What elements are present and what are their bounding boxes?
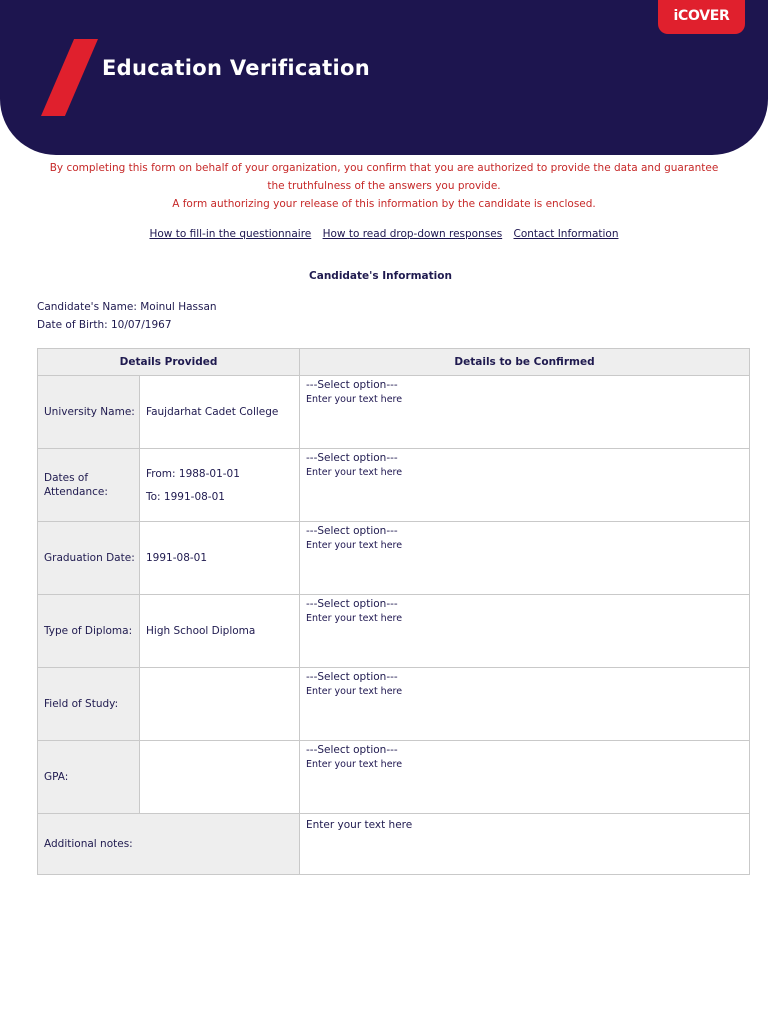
table-row: [38, 522, 750, 595]
row-label: GPA:: [38, 741, 140, 814]
row-label: Type of Diploma:: [38, 595, 140, 668]
notice-line-1: By completing this form on behalf of your organization, you confirm that you are authorized to provide the data and guarantee: [49, 162, 719, 174]
confirm-text-input[interactable]: Enter your text here: [306, 540, 403, 551]
select-option-dropdown[interactable]: ---Select option---: [306, 452, 398, 464]
additional-notes-input[interactable]: Enter your text here: [306, 819, 413, 831]
confirm-cell: [300, 668, 750, 741]
candidate-dob: Date of Birth: 10/07/1967: [37, 319, 172, 331]
attendance-from: From: 1988-01-01: [146, 467, 240, 480]
dropdown-help-link[interactable]: How to read drop-down responses: [322, 228, 503, 240]
row-label: University Name:: [38, 376, 140, 449]
confirm-cell: [300, 449, 750, 522]
additional-notes-label: Additional notes:: [38, 814, 300, 875]
attendance-to: To: 1991-08-01: [146, 490, 225, 503]
candidate-name: Candidate's Name: Moinul Hassan: [37, 301, 217, 313]
brand-slash-graphic: [41, 39, 98, 116]
select-option-dropdown[interactable]: ---Select option---: [306, 744, 398, 756]
row-value: High School Diploma: [140, 595, 300, 668]
fill-in-help-link[interactable]: How to fill-in the questionnaire: [149, 228, 312, 240]
notice-line-2: the truthfulness of the answers you provide.: [267, 180, 501, 192]
table-row: [38, 376, 750, 449]
row-value: Faujdarhat Cadet College: [140, 376, 300, 449]
row-value: [140, 668, 300, 741]
confirm-cell: [300, 814, 750, 875]
table-row: [38, 741, 750, 814]
row-label: Graduation Date:: [38, 522, 140, 595]
row-value: [140, 741, 300, 814]
row-value: 1991-08-01: [140, 522, 300, 595]
authorization-notice: [30, 159, 738, 213]
page-title: Education Verification: [102, 56, 370, 80]
contact-information-link[interactable]: Contact Information: [513, 228, 619, 240]
row-value: [140, 449, 300, 522]
details-provided-header: Details Provided: [38, 349, 300, 376]
additional-notes-row: [38, 814, 750, 875]
confirm-cell: [300, 376, 750, 449]
details-confirmed-header: Details to be Confirmed: [300, 349, 750, 376]
select-option-dropdown[interactable]: ---Select option---: [306, 525, 398, 537]
header-banner: [0, 0, 768, 155]
confirm-text-input[interactable]: Enter your text here: [306, 613, 403, 624]
confirm-text-input[interactable]: Enter your text here: [306, 394, 403, 405]
notice-line-3: A form authorizing your release of this information by the candidate is enclosed.: [172, 198, 596, 210]
select-option-dropdown[interactable]: ---Select option---: [306, 671, 398, 683]
table-row: [38, 668, 750, 741]
confirm-text-input[interactable]: Enter your text here: [306, 686, 403, 697]
help-links: [0, 228, 768, 240]
verification-table: [37, 348, 750, 875]
icover-logo: iCOVER: [658, 0, 745, 34]
confirm-text-input[interactable]: Enter your text here: [306, 467, 403, 478]
confirm-cell: [300, 522, 750, 595]
candidate-section-title: Candidate's Information: [309, 270, 452, 282]
confirm-text-input[interactable]: Enter your text here: [306, 759, 403, 770]
row-label: Field of Study:: [38, 668, 140, 741]
select-option-dropdown[interactable]: ---Select option---: [306, 598, 398, 610]
table-row: [38, 595, 750, 668]
confirm-cell: [300, 741, 750, 814]
row-label: Dates of Attendance:: [38, 449, 140, 522]
select-option-dropdown[interactable]: ---Select option---: [306, 379, 398, 391]
confirm-cell: [300, 595, 750, 668]
table-row: [38, 449, 750, 522]
